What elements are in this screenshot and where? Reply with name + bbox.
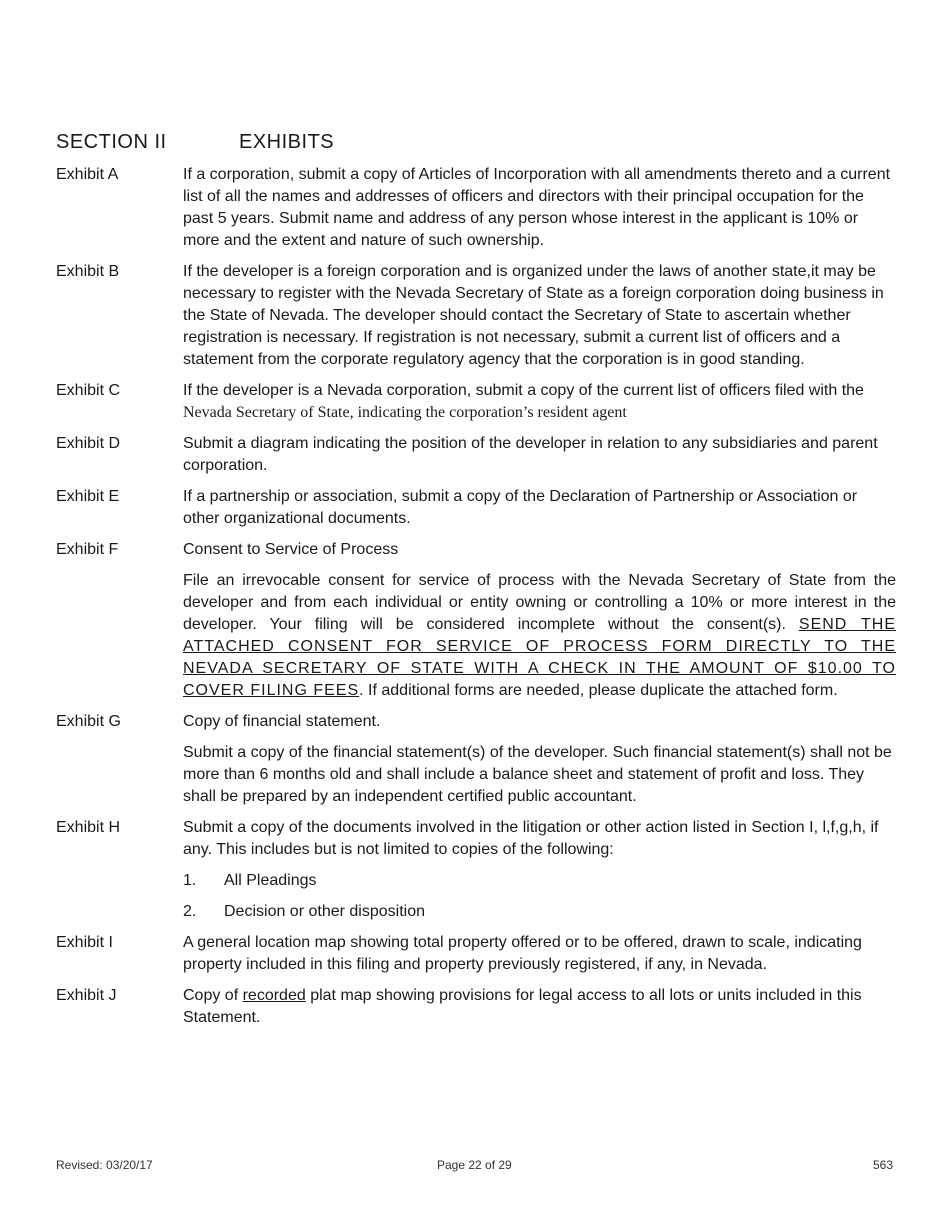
exhibit-j <box>56 985 896 1029</box>
exhibit-label: Exhibit E <box>56 488 120 505</box>
form-code: 563 <box>873 1158 894 1172</box>
exhibit-text-part: . If additional forms are needed, please duplicate the attached form. <box>359 682 838 699</box>
exhibit-c <box>56 380 896 424</box>
exhibit-label: Exhibit G <box>56 713 121 730</box>
exhibit-text-part: If the developer is a Nevada corporation, submit a copy of the current list of officers filed with the <box>183 382 864 399</box>
exhibit-f <box>56 539 896 702</box>
exhibit-text: Submit a diagram indicating the position of the developer in relation to any subsidiaries and parent corporation. <box>183 435 878 474</box>
list-text: All Pleadings <box>224 872 317 889</box>
exhibit-text <box>183 985 896 1029</box>
exhibit-text-part: Nevada Secretary of State, indicating the corporation’s resident agent <box>183 404 627 421</box>
underlined-word: recorded <box>242 987 306 1004</box>
exhibit-text <box>183 380 896 424</box>
exhibit-label: Exhibit C <box>56 382 121 399</box>
exhibit-title: Consent to Service of Process <box>183 541 399 558</box>
exhibit-text: If the developer is a foreign corporation and is organized under the laws of another state,it may be necessary to register with the Nevada Secretary of State as a foreign corporation doing business in the State of Nevada. The developer should contact the Secretary of State to ascertain whether registration is necessary. If registration is not necessary, submit a current list of officers and a statement from the corporate regulatory agency that the corporation is in good standing. <box>183 263 884 368</box>
exhibit-list <box>56 164 896 1038</box>
exhibit-text-part: Copy of <box>183 987 243 1004</box>
exhibit-d <box>56 433 896 477</box>
list-number: 2. <box>183 903 197 920</box>
revised-date: Revised: 03/20/17 <box>56 1158 153 1172</box>
section-heading <box>56 131 334 154</box>
exhibit-b <box>56 261 896 371</box>
exhibit-text: Submit a copy of the documents involved in the litigation or other action listed in Section I, l,f,g,h, if any. This includes but is not limited to copies of the following: <box>183 819 879 858</box>
exhibit-label: Exhibit I <box>56 934 113 951</box>
exhibit-a <box>56 164 896 252</box>
exhibit-label: Exhibit H <box>56 819 121 836</box>
exhibit-title: Copy of financial statement. <box>183 713 381 730</box>
exhibit-label: Exhibit D <box>56 435 121 452</box>
exhibit-label: Exhibit B <box>56 263 120 280</box>
exhibit-label: Exhibit F <box>56 541 119 558</box>
exhibit-text: If a corporation, submit a copy of Articles of Incorporation with all amendments thereto and a current list of all the names and addresses of officers and directors with their principal occupation for the past 5 years. Submit name and address of any person whose interest in the applicant is 10% or more and the extent and nature of such ownership. <box>183 166 891 249</box>
exhibit-text: Submit a copy of the financial statement(s) of the developer. Such financial statement(s) shall not be more than 6 months old and shall include a balance sheet and statement of profit and loss. They shall be prepared by an independent certified public accountant. <box>183 744 892 805</box>
underlined-instruction: SEND THE ATTACHED CONSENT FOR SERVICE OF PROCESS FORM DIRECTLY TO THE NEVADA SECRETARY OF STATE WITH A CHECK IN THE AMOUNT OF $10.00 TO COVER FILING FEES <box>183 616 897 699</box>
exhibit-i <box>56 932 896 976</box>
exhibit-e <box>56 486 896 530</box>
exhibit-h <box>56 817 896 923</box>
exhibit-g <box>56 711 896 808</box>
exhibit-text: If a partnership or association, submit a copy of the Declaration of Partnership or Association or other organizational documents. <box>183 488 858 527</box>
exhibit-text: A general location map showing total property offered or to be offered, drawn to scale, indicating property included in this filing and property previously registered, if any, in Nevada. <box>183 934 862 973</box>
exhibit-text-part: File an irrevocable consent for service of process with the Nevada Secretary of State from the developer and from each individual or entity owning or controlling a 10% or more interest in the developer. Your filing will be considered incomplete without the consent(s). <box>183 572 896 633</box>
exhibit-label: Exhibit J <box>56 987 117 1004</box>
exhibit-text <box>183 570 896 702</box>
list-item <box>183 870 896 892</box>
list-number: 1. <box>183 872 197 889</box>
section-number: SECTION II <box>56 131 167 153</box>
list-text: Decision or other disposition <box>224 903 425 920</box>
page-number: Page 22 of 29 <box>437 1158 512 1172</box>
exhibit-text-part: plat map showing provisions for legal access to all lots or units included in this Statement. <box>183 987 862 1026</box>
exhibit-label: Exhibit A <box>56 166 119 183</box>
section-title: EXHIBITS <box>239 131 335 153</box>
list-item <box>183 901 896 923</box>
